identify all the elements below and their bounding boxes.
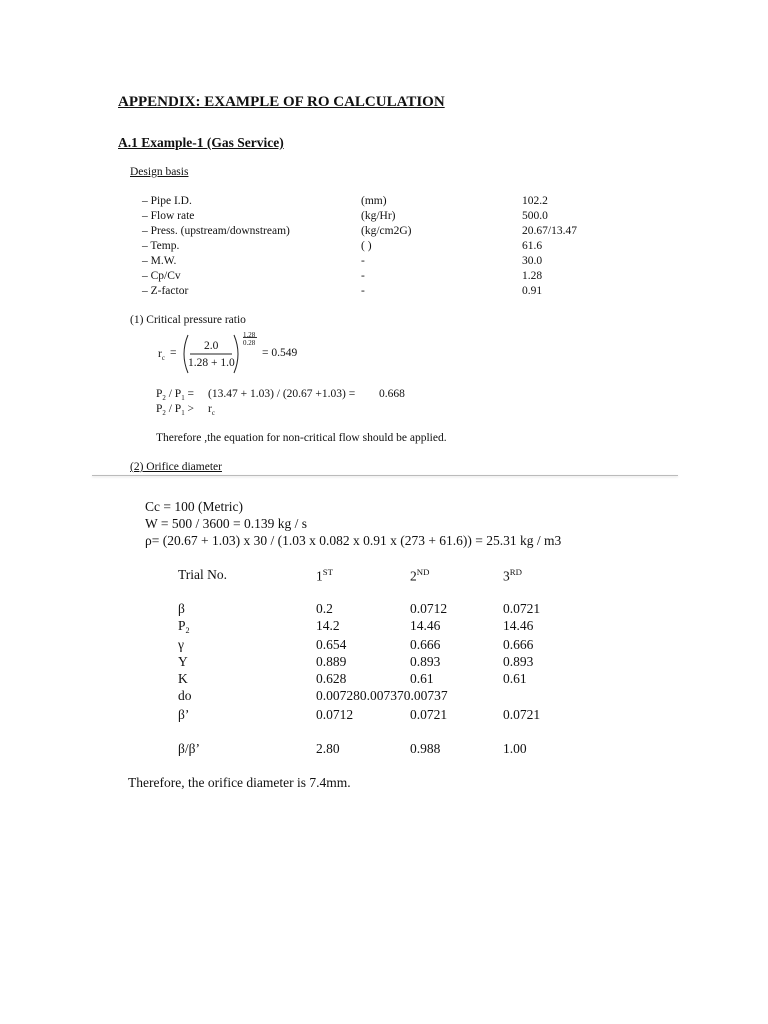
w-line: W = 500 / 3600 = 0.139 kg / s — [145, 516, 307, 531]
pressure-ratio-expression: (13.47 + 1.03) / (20.67 +1.03) = — [208, 388, 356, 400]
pressure-ratio-compare: $P_2 / P_1$ > — [156, 403, 195, 417]
db-unit: ( ) — [361, 240, 372, 252]
exponent-numerator: 1.28 — [243, 331, 256, 339]
cell: 0.654 — [316, 637, 347, 652]
db-label: – Temp. — [142, 240, 180, 252]
exponent-denominator: 0.28 — [243, 339, 256, 347]
cell: 0.988 — [410, 741, 441, 756]
orifice-heading: (2) Orifice diameter — [130, 461, 222, 473]
db-label: – Cp/Cv — [142, 270, 181, 282]
trial-header-3: 3RD — [503, 567, 522, 584]
cell: 0.61 — [503, 671, 527, 686]
cell: 0.628 — [316, 671, 347, 686]
cell: 14.46 — [410, 618, 441, 633]
critical-conclusion: Therefore ,the equation for non-critical flow should be applied. — [156, 432, 447, 444]
exponent-bar — [243, 337, 257, 338]
row-label-y: Y — [178, 654, 188, 669]
cell: 0.007280.007370.00737 — [316, 688, 448, 703]
rc-compare-symbol: $r_c$ — [208, 403, 215, 417]
cell: 0.893 — [410, 654, 441, 669]
critical-result: = 0.549 — [262, 347, 298, 359]
cell: 1.00 — [503, 741, 527, 756]
rho-line: ρ= (20.67 + 1.03) x 30 / (1.03 x 0.082 x 0.91 x (273 + 61.6)) = 25.31 kg / m3 — [145, 533, 562, 548]
db-unit: - — [361, 285, 365, 297]
cell: 0.0721 — [503, 707, 541, 722]
section-divider — [92, 475, 678, 476]
rc-equals: = — [170, 347, 177, 359]
pressure-ratio-line: $P_2 / P_1$ = — [156, 388, 195, 402]
trial-header-label: Trial No. — [178, 567, 228, 582]
cell: 14.2 — [316, 618, 340, 633]
cell: 0.893 — [503, 654, 534, 669]
db-unit: - — [361, 270, 365, 282]
db-value: 0.91 — [522, 285, 543, 297]
trial-header-2: 2ND — [410, 567, 430, 584]
db-value: 20.67/13.47 — [522, 225, 577, 237]
fraction-numerator: 2.0 — [204, 340, 219, 352]
cc-line: Cc = 100 (Metric) — [145, 499, 243, 514]
appendix-title: APPENDIX: EXAMPLE OF RO CALCULATION — [118, 94, 445, 110]
cell: 2.80 — [316, 741, 340, 756]
db-label: – Press. (upstream/downstream) — [142, 225, 290, 237]
cell: 0.0721 — [503, 601, 541, 616]
row-label-k: K — [178, 671, 188, 686]
db-label: – M.W. — [142, 255, 177, 267]
db-unit: (kg/cm2G) — [361, 225, 412, 237]
example-title: A.1 Example-1 (Gas Service) — [118, 135, 284, 150]
cell: 0.2 — [316, 601, 333, 616]
db-value: 102.2 — [522, 195, 548, 207]
rc-symbol: $r_c$ — [158, 348, 165, 362]
final-conclusion: Therefore, the orifice diameter is 7.4mm. — [128, 775, 351, 790]
db-unit: (kg/Hr) — [361, 210, 396, 222]
db-value: 500.0 — [522, 210, 548, 222]
cell: 0.889 — [316, 654, 347, 669]
db-unit: - — [361, 255, 365, 267]
cell: 0.0721 — [410, 707, 448, 722]
critical-heading: (1) Critical pressure ratio — [130, 314, 246, 326]
pressure-ratio-value: 0.668 — [379, 388, 405, 400]
trial-header-1: 1ST — [316, 567, 333, 584]
fraction-denominator: 1.28 + 1.0 — [188, 357, 235, 369]
row-label-beta-prime: β’ — [178, 707, 190, 722]
cell: 0.61 — [410, 671, 434, 686]
db-unit: (mm) — [361, 195, 387, 207]
db-label: – Pipe I.D. — [142, 195, 192, 207]
db-label: – Flow rate — [142, 210, 195, 222]
row-label-beta: β — [178, 601, 185, 616]
cell: 0.0712 — [316, 707, 354, 722]
row-label-do: do — [178, 688, 192, 703]
cell: 14.46 — [503, 618, 534, 633]
row-label-p2: $P_2$ — [178, 618, 190, 635]
db-value: 61.6 — [522, 240, 543, 252]
row-label-gamma: γ — [178, 637, 184, 652]
row-label-beta-ratio: β/β’ — [178, 741, 200, 756]
cell: 0.0712 — [410, 601, 448, 616]
cell: 0.666 — [503, 637, 534, 652]
db-value: 30.0 — [522, 255, 543, 267]
design-basis-heading: Design basis — [130, 166, 189, 178]
db-value: 1.28 — [522, 270, 543, 282]
cell: 0.666 — [410, 637, 441, 652]
db-label: – Z-factor — [142, 285, 189, 297]
